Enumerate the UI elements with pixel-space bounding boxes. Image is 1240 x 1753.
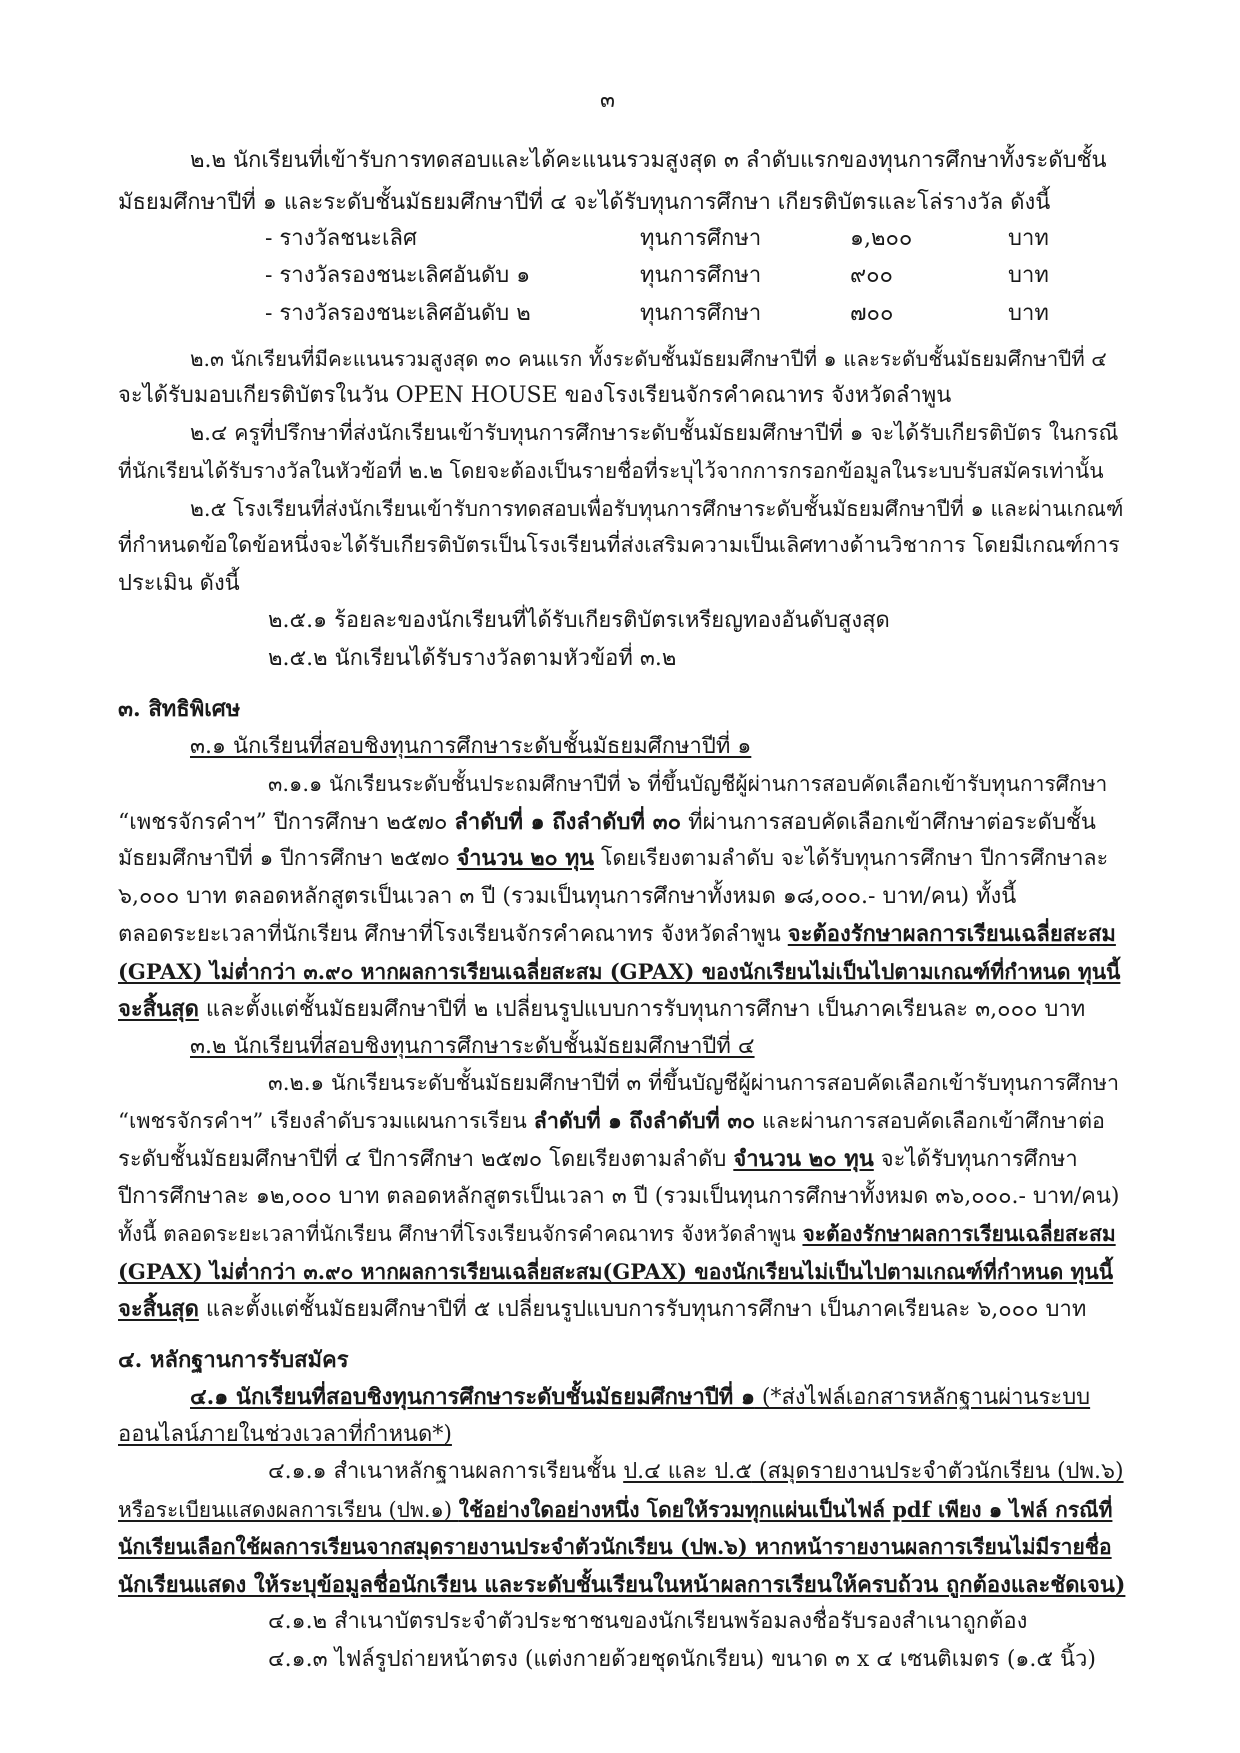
- award-name: - รางวัลรองชนะเลิศอันดับ ๑: [265, 263, 531, 288]
- section-4-1-1-line-2: [118, 1495, 1112, 1525]
- section-2-5-line-1: ๒.๕ โรงเรียนที่ส่งนักเรียนเข้ารับการทดสอบเพื่อรับทุนการศึกษาระดับชั้นมัธยมศึกษาปีที่ ๑ และผ่านเกณฑ์: [190, 497, 1124, 521]
- award-type: ทุนการศึกษา: [640, 263, 762, 288]
- section-2-2-line-2: มัธยมศึกษาปีที่ ๑ และระดับชั้นมัธยมศึกษาปีที่ ๔ จะได้รับทุนการศึกษา เกียรติบัตรและโล่รางวัล ดังนี้: [118, 190, 1051, 215]
- section-4-1-2: ๔.๑.๒ สำเนาบัตรประจำตัวประชาชนของนักเรียนพร้อมลงชื่อรับรองสำเนาถูกต้อง: [268, 1609, 1028, 1634]
- text-run: ใช้อย่างใดอย่างหนึ่ง โดยให้รวมทุกแผ่นเป็นไฟล์ pdf เพียง ๑ ไฟล์ กรณีที่: [458, 1497, 1113, 1522]
- section-4-1-3: ๔.๑.๓ ไฟล์รูปถ่ายหน้าตรง (แต่งกายด้วยชุดนักเรียน) ขนาด ๓ x ๔ เซนติเมตร (๑.๕ นิ้ว): [268, 1647, 1096, 1672]
- section-4-1-1-line-3: นักเรียนเลือกใช้ผลการเรียนจากสมุดรายงานประจำตัวนักเรียน (ปพ.๖) หากหน้ารายงานผลการเรียนไม่มีรายชื่อ: [118, 1534, 1112, 1559]
- section-3-1-1-line-5: [118, 919, 1116, 950]
- section-3-1-1-line-4: ๖,๐๐๐ บาท ตลอดหลักสูตรเป็นเวลา ๓ ปี (รวมเป็นทุนการศึกษาทั้งหมด ๑๘,๐๐๐.- บาท/คน) ทั้งนี้: [118, 884, 1017, 909]
- text-run: ทั้งนี้ ตลอดระยะเวลาที่นักเรียน ศึกษาที่โรงเรียนจักรคำคณาทร จังหวัดลำพูน: [118, 1222, 803, 1246]
- rank-range: ลำดับที่ ๑ ถึงลำดับที่ ๓๐: [454, 809, 682, 835]
- text-run: ๔.๑.๑ สำเนาหลักฐานผลการเรียนชั้น: [268, 1459, 624, 1484]
- award-amount: ๙๐๐: [850, 263, 893, 288]
- grade-levels: ป.๔ และ ป.๕: [623, 1459, 752, 1484]
- award-unit: บาท: [1008, 226, 1049, 251]
- gpax-condition: จะต้องรักษาผลการเรียนเฉลี่ยสะสม: [802, 1221, 1116, 1246]
- section-2-2-line-1: ๒.๒ นักเรียนที่เข้ารับการทดสอบและได้คะแนนรวมสูงสุด ๓ ลำดับแรกของทุนการศึกษาทั้งระดับชั้น: [190, 148, 1107, 173]
- award-type: ทุนการศึกษา: [640, 301, 762, 326]
- section-2-5-1: ๒.๕.๑ ร้อยละของนักเรียนที่ได้รับเกียรติบัตรเหรียญทองอันดับสูงสุด: [268, 608, 890, 633]
- text-run: ตลอดระยะเวลาที่นักเรียน ศึกษาที่โรงเรียนจักรคำคณาทร จังหวัดลำพูน: [118, 922, 788, 947]
- section-2-5-2: ๒.๕.๒ นักเรียนได้รับรางวัลตามหัวข้อที่ ๓.๒: [268, 646, 677, 671]
- section-4-1-heading-cont: ออนไลน์ภายในช่วงเวลาที่กำหนด*): [118, 1422, 452, 1447]
- award-name: - รางวัลรองชนะเลิศอันดับ ๒: [265, 301, 531, 326]
- section-3-2-heading: ๓.๒ นักเรียนที่สอบชิงทุนการศึกษาระดับชั้นมัธยมศึกษาปีที่ ๔: [190, 1034, 755, 1059]
- gpax-condition: จะสิ้นสุด: [118, 996, 199, 1022]
- text-run: “เพชรจักรคำฯ” เรียงลำดับรวมแผนการเรียน: [118, 1109, 534, 1134]
- award-type: ทุนการศึกษา: [640, 226, 762, 251]
- text-run: ระดับชั้นมัธยมศึกษาปีที่ ๔ ปีการศึกษา ๒๕๗๐ โดยเรียงตามลำดับ: [118, 1147, 734, 1172]
- scholarship-count: จำนวน ๒๐ ทุน: [733, 1146, 874, 1172]
- text-run: และตั้งแต่ชั้นมัธยมศึกษาปีที่ ๒ เปลี่ยนรูปแบบการรับทุนการศึกษา เป็นภาคเรียนละ ๓,๐๐๐ บาท: [198, 997, 1086, 1022]
- section-4-heading: ๔. หลักฐานการรับสมัคร: [118, 1347, 349, 1373]
- text-run: โดยเรียงตามลำดับ จะได้รับทุนการศึกษา ปีการศึกษาละ: [594, 846, 1109, 871]
- award-unit: บาท: [1008, 301, 1049, 326]
- text-run: “เพชรจักรคำฯ” ปีการศึกษา ๒๕๗๐: [118, 810, 455, 835]
- section-4-1-heading: [190, 1382, 1090, 1413]
- text-run: และผ่านการสอบคัดเลือกเข้าศึกษาต่อ: [755, 1109, 1105, 1134]
- section-3-2-1-line-3: [118, 1144, 1078, 1175]
- award-amount: ๑,๒๐๐: [850, 226, 913, 251]
- text-run: ๔.๑ นักเรียนที่สอบชิงทุนการศึกษาระดับชั้นมัธยมศึกษาปีที่ ๑: [190, 1384, 755, 1410]
- gpax-condition: จะสิ้นสุด: [118, 1296, 199, 1322]
- rank-range: ลำดับที่ ๑ ถึงลำดับที่ ๓๐: [533, 1109, 756, 1134]
- section-3-1-1-line-1: ๓.๑.๑ นักเรียนระดับชั้นประถมศึกษาปีที่ ๖ ที่ขึ้นบัญชีผู้ผ่านการสอบคัดเลือกเข้ารับทุนการศึกษา: [268, 772, 1108, 796]
- award-amount: ๗๐๐: [850, 301, 894, 326]
- section-2-3-line-1: ๒.๓ นักเรียนที่มีคะแนนรวมสูงสุด ๓๐ คนแรก ทั้งระดับชั้นมัธยมศึกษาปีที่ ๑ และระดับชั้นมัธยมศึกษาปีที่ ๔: [190, 347, 1107, 371]
- section-3-2-1-line-6: (GPAX) ไม่ต่ำกว่า ๓.๙๐ หากผลการเรียนเฉลี่ยสะสม(GPAX) ของนักเรียนไม่เป็นไปตามเกณฑ์ที่กำหนด ทุนนี้: [118, 1259, 1114, 1284]
- section-3-2-1-line-1: ๓.๒.๑ นักเรียนระดับชั้นมัธยมศึกษาปีที่ ๓ ที่ขึ้นบัญชีผู้ผ่านการสอบคัดเลือกเข้ารับทุนการศึกษา: [268, 1071, 1120, 1096]
- section-4-1-1-line-4: นักเรียนแสดง ให้ระบุข้อมูลชื่อนักเรียน และระดับชั้นเรียนในหน้าผลการเรียนให้ครบถ้วน ถูกต้องและชัดเจน): [118, 1572, 1126, 1598]
- text-run: หรือระเบียนแสดงผลการเรียน (ปพ.๑): [118, 1498, 459, 1522]
- section-3-2-1-line-2: [118, 1107, 1105, 1137]
- award-unit: บาท: [1008, 263, 1049, 288]
- section-3-heading: ๓. สิทธิพิเศษ: [118, 696, 241, 722]
- section-3-2-1-line-7: [118, 1294, 1086, 1325]
- section-3-2-1-line-5: [118, 1219, 1116, 1249]
- section-2-5-line-2: ที่กำหนดข้อใดข้อหนึ่งจะได้รับเกียรติบัตรเป็นโรงเรียนที่ส่งเสริมความเป็นเลิศทางด้านวิชาการ โดยมีเกณฑ์การ: [118, 533, 1120, 558]
- section-3-1-heading: ๓.๑ นักเรียนที่สอบชิงทุนการศึกษาระดับชั้นมัธยมศึกษาปีที่ ๑: [190, 734, 752, 759]
- section-3-1-1-line-3: [118, 844, 1108, 874]
- section-2-4-line-1: ๒.๔ ครูที่ปรึกษาที่ส่งนักเรียนเข้ารับทุนการศึกษาระดับชั้นมัธยมศึกษาปีที่ ๑ จะได้รับเกียรติบัตร ในกรณี: [190, 421, 1119, 446]
- section-3-1-1-line-2: [118, 807, 1096, 838]
- award-name: - รางวัลชนะเลิศ: [265, 226, 417, 251]
- gpax-condition: จะต้องรักษาผลการเรียนเฉลี่ยสะสม: [787, 921, 1116, 947]
- section-2-4-line-2: ที่นักเรียนได้รับรางวัลในหัวข้อที่ ๒.๒ โดยจะต้องเป็นรายชื่อที่ระบุไว้จากการกรอกข้อมูลในระบบรับสมัครเท่านั้น: [118, 459, 1104, 483]
- text-run: มัธยมศึกษาปีที่ ๑ ปีการศึกษา ๒๕๗๐: [118, 846, 457, 871]
- text-run: (*ส่งไฟล์เอกสารหลักฐานผ่านระบบ: [754, 1385, 1091, 1410]
- text-run: (สมุดรายงานประจำตัวนักเรียน (ปพ.๖): [751, 1459, 1124, 1484]
- section-3-1-1-line-7: [118, 994, 1085, 1025]
- section-4-1-1-line-1: [268, 1457, 1124, 1487]
- text-run: จะได้รับทุนการศึกษา: [873, 1147, 1078, 1172]
- section-3-2-1-line-4: ปีการศึกษาละ ๑๒,๐๐๐ บาท ตลอดหลักสูตรเป็นเวลา ๓ ปี (รวมเป็นทุนการศึกษาทั้งหมด ๓๖,๐๐๐.- บาท/คน): [118, 1184, 1120, 1209]
- scholarship-count: จำนวน ๒๐ ทุน: [456, 846, 594, 871]
- page-number: ๓: [600, 88, 616, 113]
- text-run: และตั้งแต่ชั้นมัธยมศึกษาปีที่ ๕ เปลี่ยนรูปแบบการรับทุนการศึกษา เป็นภาคเรียนละ ๖,๐๐๐ บาท: [198, 1297, 1087, 1322]
- section-3-1-1-line-6: (GPAX) ไม่ต่ำกว่า ๓.๙๐ หากผลการเรียนเฉลี่ยสะสม (GPAX) ของนักเรียนไม่เป็นไปตามเกณฑ์ที่กำหนด ทุนนี้: [118, 959, 1121, 984]
- text-run: ที่ผ่านการสอบคัดเลือกเข้าศึกษาต่อระดับชั้น: [681, 810, 1096, 835]
- section-2-3-line-2: จะได้รับมอบเกียรติบัตรในวัน OPEN HOUSE ของโรงเรียนจักรคำคณาทร จังหวัดลำพูน: [118, 383, 952, 408]
- section-2-5-line-3: ประเมิน ดังนี้: [118, 571, 240, 596]
